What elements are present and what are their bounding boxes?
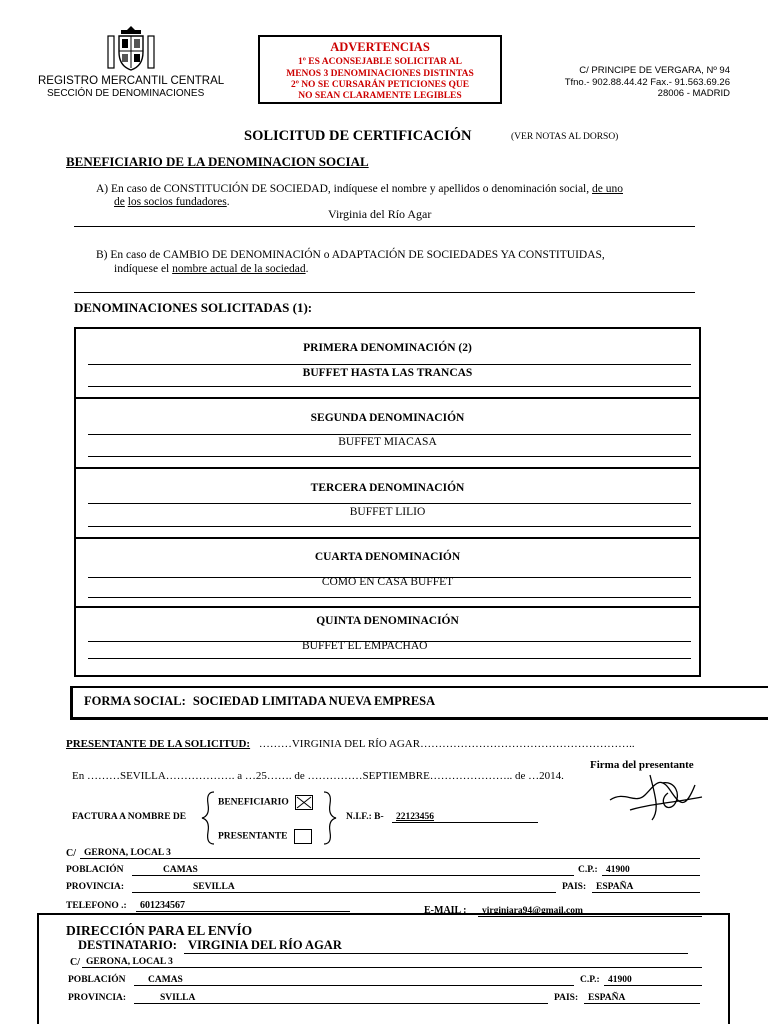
city-underline: [132, 875, 574, 876]
denomination-5-value[interactable]: BUFFET EL EMPACHAO: [302, 640, 428, 652]
country-label: PAIS:: [562, 882, 587, 892]
form-title-note: (VER NOTAS AL DORSO): [511, 132, 619, 142]
signature-scribble: [590, 765, 710, 825]
email-value[interactable]: virginiara94@gmail.com: [482, 906, 583, 916]
forma-social: FORMA SOCIAL: SOCIEDAD LIMITADA NUEVA EMPRESA: [84, 694, 436, 708]
ship-street-label: C/: [70, 957, 80, 968]
beneficiary-option-a-cont: de los socios fundadores.: [114, 196, 230, 208]
cp-underline: [602, 875, 700, 876]
forma-social-value[interactable]: SOCIEDAD LIMITADA NUEVA EMPRESA: [192, 694, 436, 708]
ship-street-value[interactable]: GERONA, LOCAL 3: [86, 957, 173, 967]
denomination-3-label: TERCERA DENOMINACIÓN: [310, 482, 465, 494]
ship-country-underline: [584, 1003, 700, 1004]
date-line[interactable]: En ………SEVILLA………………. a …25……. de ……………SEPTIEMBRE………………….. de …2014.: [72, 770, 564, 782]
province-underline: [132, 892, 556, 893]
country-underline: [592, 892, 700, 893]
presenter-value[interactable]: ………VIRGINIA DEL RÍO AGAR…………………………………………………..: [258, 738, 635, 750]
ship-cp-value[interactable]: 41900: [608, 975, 632, 985]
nif-underline: [392, 822, 538, 823]
ship-province-value[interactable]: SVILLA: [160, 993, 196, 1003]
presenter-checkbox[interactable]: [294, 829, 312, 844]
ship-country-label: PAIS:: [554, 993, 579, 1003]
ship-cp-underline: [604, 985, 702, 986]
ship-cp-label: C.P.:: [580, 975, 600, 985]
ship-street-underline: [82, 967, 702, 968]
registry-address-2: Tfno.- 902.88.44.42 Fax.- 91.563.69.26: [564, 77, 730, 88]
phone-value[interactable]: 601234567: [140, 900, 185, 911]
registry-name: REGISTRO MERCANTIL CENTRAL: [38, 75, 225, 87]
ship-province-underline: [134, 1003, 548, 1004]
recipient-underline: [184, 953, 688, 954]
beneficiary-founder-value[interactable]: Virginia del Río Agar: [328, 207, 432, 221]
province-label: PROVINCIA:: [66, 882, 125, 892]
denomination-5-label: QUINTA DENOMINACIÓN: [316, 615, 459, 627]
denomination-5-rule-bottom: [88, 658, 691, 659]
street-underline: [80, 858, 700, 859]
cp-value[interactable]: 41900: [606, 865, 630, 875]
invoice-left-brace: [200, 790, 216, 846]
ship-city-label: POBLACIÓN: [68, 975, 126, 985]
denomination-divider-2: [74, 467, 701, 469]
ship-city-underline: [134, 985, 574, 986]
beneficiary-a-underline: [74, 226, 695, 227]
denomination-divider-3: [74, 537, 701, 539]
invoice-option-presenter: PRESENTANTE: [218, 829, 312, 844]
email-label: E-MAIL :: [424, 905, 467, 916]
recipient-label: DESTINATARIO:: [78, 938, 177, 952]
city-value[interactable]: CAMAS: [163, 865, 198, 875]
denomination-3-value[interactable]: BUFFET LILIO: [349, 506, 426, 518]
beneficiary-option-b: B) En caso de CAMBIO DE DENOMINACIÓN o ADAPTACIÓN DE SOCIEDADES YA CONSTITUIDAS,: [96, 249, 605, 261]
shipping-heading: DIRECCIÓN PARA EL ENVÍO: [66, 923, 253, 938]
denomination-2-rule-bottom: [88, 456, 691, 457]
phone-label: TELEFONO .:: [66, 901, 127, 911]
beneficiary-b-underline[interactable]: [74, 292, 695, 293]
phone-underline: [136, 911, 350, 912]
ship-country-value[interactable]: ESPAÑA: [588, 993, 626, 1003]
denomination-1-value[interactable]: BUFFET HASTA LAS TRANCAS: [302, 367, 473, 379]
recipient-value[interactable]: VIRGINIA DEL RÍO AGAR: [188, 938, 342, 952]
nif-value[interactable]: 22123456: [396, 812, 434, 822]
denomination-1-rule-bottom: [88, 386, 691, 387]
warning-line-2: MENOS 3 DENOMINACIONES DISTINTAS: [286, 69, 474, 79]
denomination-2-rule-top: [88, 434, 691, 435]
beneficiary-option-a: A) En caso de CONSTITUCIÓN DE SOCIEDAD, indíquese el nombre y apellidos o denominación social, de uno: [96, 183, 623, 195]
denomination-divider-1: [74, 397, 701, 399]
denomination-divider-4: [74, 606, 701, 608]
signature-label: Firma del presentante: [590, 759, 694, 771]
province-value[interactable]: SEVILLA: [193, 882, 235, 892]
denomination-1-label: PRIMERA DENOMINACIÓN (2): [303, 342, 472, 354]
registry-address-1: C/ PRINCIPE DE VERGARA, Nº 94: [579, 65, 730, 76]
cp-label: C.P.:: [578, 865, 598, 875]
country-value[interactable]: ESPAÑA: [596, 882, 634, 892]
presenter-row: [66, 738, 635, 750]
beneficiary-heading: BENEFICIARIO DE LA DENOMINACION SOCIAL: [66, 154, 369, 169]
city-label: POBLACIÓN: [66, 865, 124, 875]
invoice-label: FACTURA A NOMBRE DE: [72, 812, 187, 822]
presenter-label: PRESENTANTE DE LA SOLICITUD:: [66, 738, 251, 750]
denomination-4-value[interactable]: COMO EN CASA BUFFET: [321, 576, 454, 588]
section-name: SECCIÓN DE DENOMINACIONES: [47, 88, 205, 99]
beneficiary-checkbox[interactable]: [295, 795, 313, 810]
warning-line-4: NO SEAN CLARAMENTE LEGIBLES: [298, 91, 462, 101]
coat-of-arms-logo: [104, 24, 158, 72]
denomination-4-label: CUARTA DENOMINACIÓN: [314, 551, 461, 563]
ship-province-label: PROVINCIA:: [68, 993, 127, 1003]
denomination-3-rule-top: [88, 503, 691, 504]
street-value[interactable]: GERONA, LOCAL 3: [84, 848, 171, 858]
denomination-3-rule-bottom: [88, 526, 691, 527]
denomination-2-value[interactable]: BUFFET MIACASA: [338, 436, 437, 448]
street-label: C/: [66, 848, 76, 859]
denomination-1-rule-top: [88, 364, 691, 365]
invoice-right-brace: [322, 790, 338, 846]
invoice-option-beneficiary: BENEFICIARIO: [218, 795, 313, 810]
denomination-4-rule-bottom: [88, 597, 691, 598]
nif-label: N.I.F.: B-: [346, 812, 384, 822]
registry-address-3: 28006 - MADRID: [657, 88, 730, 99]
denomination-2-label: SEGUNDA DENOMINACIÓN: [310, 412, 465, 424]
warning-line-3: 2º NO SE CURSARÁN PETICIONES QUE: [290, 80, 470, 90]
warning-title: ADVERTENCIAS: [330, 40, 430, 54]
ship-city-value[interactable]: CAMAS: [148, 975, 183, 985]
form-title: SOLICITUD DE CERTIFICACIÓN: [244, 128, 472, 144]
warning-line-1: 1º ES ACONSEJABLE SOLICITAR AL: [298, 57, 462, 67]
beneficiary-option-b-cont: indíquese el nombre actual de la sociedad.: [114, 263, 309, 275]
denominations-heading: DENOMINACIONES SOLICITADAS (1):: [74, 300, 313, 315]
